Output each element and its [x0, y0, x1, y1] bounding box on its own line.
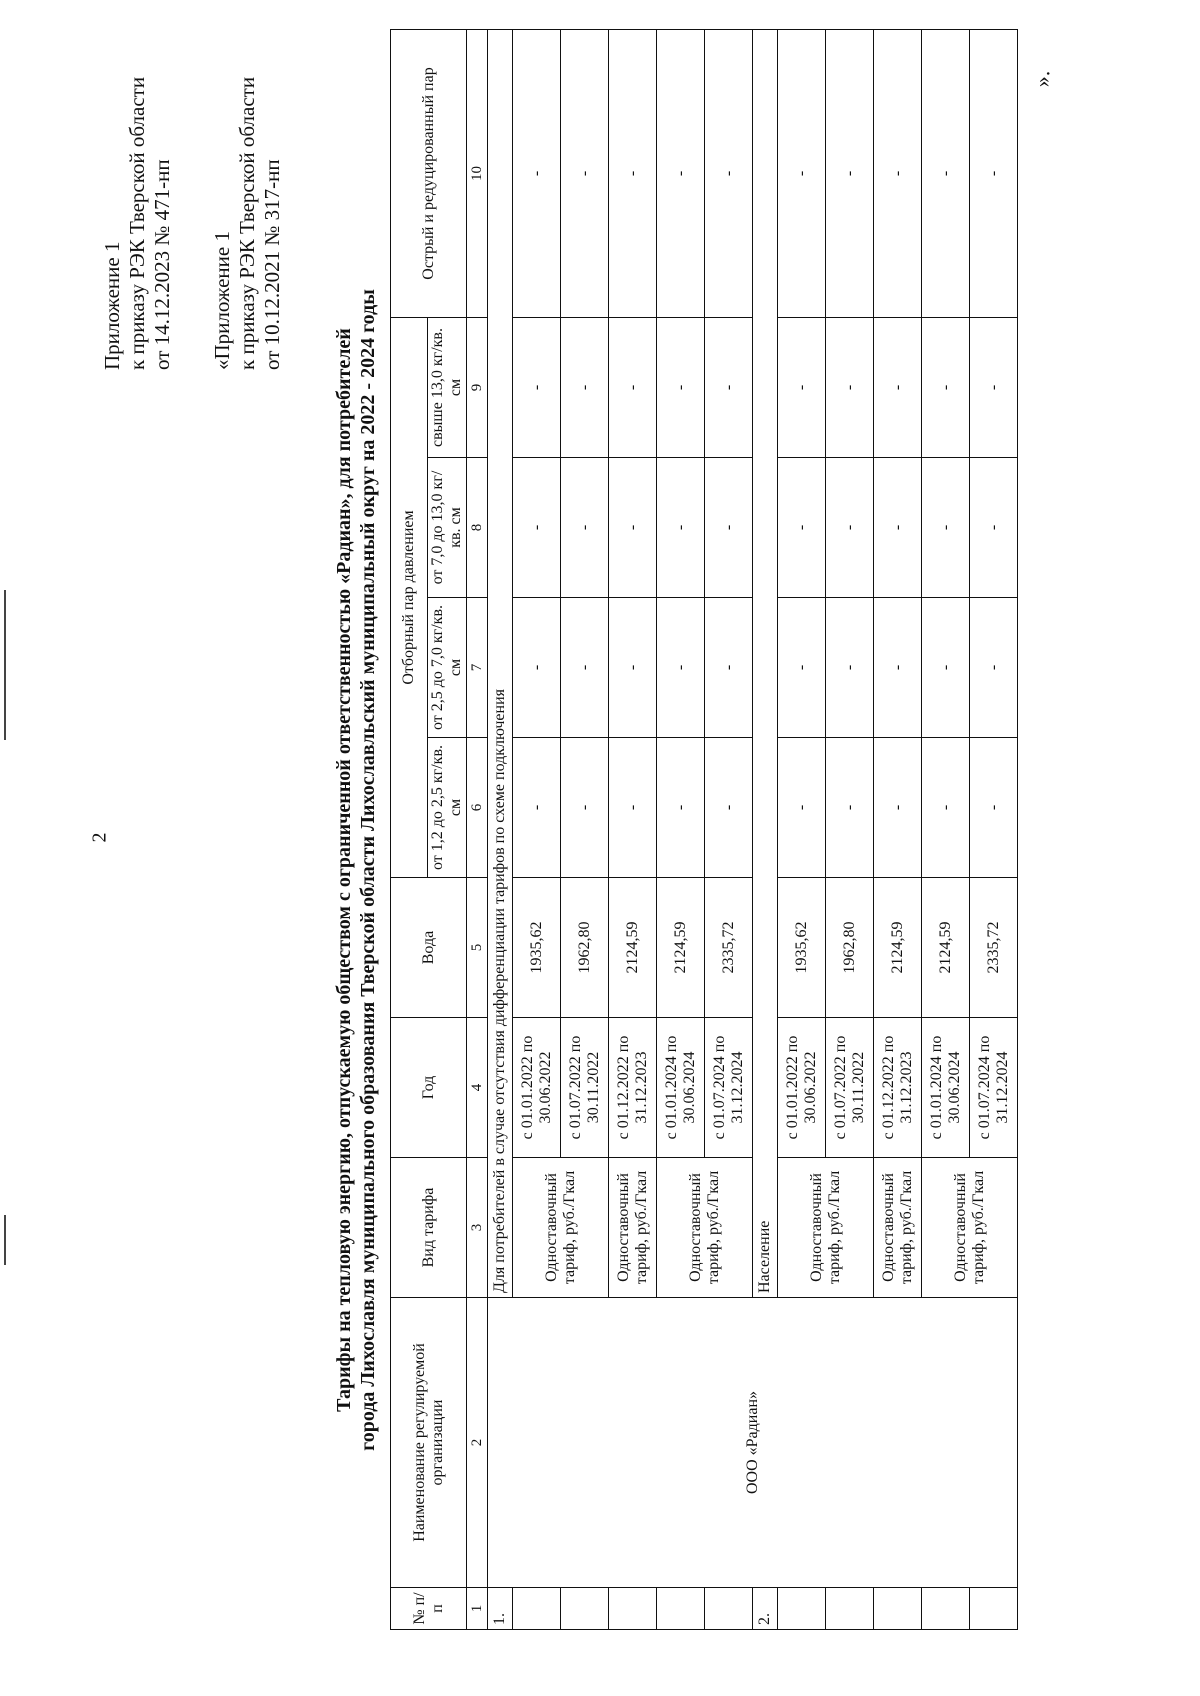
- value-cell: -: [513, 30, 561, 318]
- period-cell: с 01.01.2022 по 30.06.2022: [513, 1018, 561, 1158]
- period-cell: с 01.07.2022 по 30.11.2022: [561, 1018, 609, 1158]
- column-number: 5: [467, 878, 488, 1018]
- section-2-number: 2.: [753, 1588, 778, 1630]
- appendix-line: от 10.12.2021 № 317-нп: [260, 159, 284, 370]
- tariff-type-cell: Одноставочный тариф, руб./Гкал: [874, 1158, 922, 1298]
- value-cell: -: [705, 458, 753, 598]
- value-cell: -: [826, 30, 874, 318]
- header-num: № п/п: [391, 1588, 467, 1630]
- value-cell: -: [561, 598, 609, 738]
- period-cell: с 01.07.2024 по 31.12.2024: [970, 1018, 1018, 1158]
- value-cell: -: [874, 598, 922, 738]
- value-cell: -: [874, 738, 922, 878]
- water-cell: 1935,62: [778, 878, 826, 1018]
- tariff-type-cell: Одноставочный тариф, руб./Гкал: [922, 1158, 1018, 1298]
- value-cell: -: [609, 738, 657, 878]
- header-organization: Наименование регулируемой организации: [391, 1298, 467, 1588]
- value-cell: -: [778, 318, 826, 458]
- period-cell: с 01.01.2022 по 30.06.2022: [778, 1018, 826, 1158]
- value-cell: -: [922, 458, 970, 598]
- header-steam-3: от 7,0 до 13,0 кг/кв. см: [428, 458, 467, 598]
- value-cell: -: [513, 458, 561, 598]
- header-tariff-type: Вид тарифа: [391, 1158, 467, 1298]
- value-cell: -: [826, 318, 874, 458]
- value-cell: -: [561, 738, 609, 878]
- tariff-type-cell: Одноставочный тариф, руб./Гкал: [513, 1158, 609, 1298]
- header-steam-1: от 1,2 до 2,5 кг/кв. см: [428, 738, 467, 878]
- header-year: Год: [391, 1018, 467, 1158]
- water-cell: 2124,59: [922, 878, 970, 1018]
- value-cell: -: [826, 738, 874, 878]
- column-number: 1: [467, 1588, 488, 1630]
- value-cell: -: [513, 598, 561, 738]
- value-cell: -: [778, 458, 826, 598]
- column-number: 3: [467, 1158, 488, 1298]
- tariff-type-cell: Одноставочный тариф, руб./Гкал: [657, 1158, 753, 1298]
- scan-artifact-line: [4, 590, 6, 740]
- appendix-current: [100, 77, 175, 370]
- value-cell: -: [657, 458, 705, 598]
- value-cell: -: [874, 30, 922, 318]
- value-cell: -: [657, 30, 705, 318]
- value-cell: -: [705, 738, 753, 878]
- header-steam-2: от 2,5 до 7,0 кг/кв. см: [428, 598, 467, 738]
- water-cell: 2335,72: [705, 878, 753, 1018]
- title-line-1: Тарифы на тепловую энергию, отпускаемую обществом с ограниченной ответственностью «Радиан», для потребителей: [333, 328, 355, 1412]
- value-cell: -: [561, 30, 609, 318]
- appendix-line: к приказу РЭК Тверской области: [235, 76, 259, 370]
- water-cell: 1962,80: [826, 878, 874, 1018]
- header-steam-group: Отборный пар давлением: [391, 318, 428, 878]
- appendix-line: от 14.12.2023 № 471-нп: [150, 159, 174, 370]
- appendix-previous: [210, 77, 285, 370]
- water-cell: 2124,59: [657, 878, 705, 1018]
- period-cell: с 01.12.2022 по 31.12.2023: [609, 1018, 657, 1158]
- header-steam-4: свыше 13,0 кг/кв. см: [428, 318, 467, 458]
- column-number: 9: [467, 318, 488, 458]
- period-cell: с 01.01.2024 по 30.06.2024: [922, 1018, 970, 1158]
- column-number: 2: [467, 1298, 488, 1588]
- closing-mark: ».: [1029, 70, 1055, 88]
- value-cell: -: [874, 318, 922, 458]
- rotated-document: [60, 10, 1180, 1670]
- value-cell: -: [778, 30, 826, 318]
- value-cell: -: [970, 318, 1018, 458]
- value-cell: -: [970, 30, 1018, 318]
- value-cell: -: [561, 458, 609, 598]
- section-1-number: 1.: [488, 1588, 513, 1630]
- title-line-2: города Лихославля муниципального образования Тверской области Лихославльский муниципальный округ на 2022 - 2024 годы: [357, 289, 379, 1451]
- period-cell: с 01.07.2024 по 31.12.2024: [705, 1018, 753, 1158]
- column-number: 7: [467, 598, 488, 738]
- page-number: 2: [88, 832, 111, 843]
- period-cell: с 01.12.2022 по 31.12.2023: [874, 1018, 922, 1158]
- tariff-type-cell: Одноставочный тариф, руб./Гкал: [778, 1158, 874, 1298]
- value-cell: -: [561, 318, 609, 458]
- value-cell: -: [705, 30, 753, 318]
- column-number: 4: [467, 1018, 488, 1158]
- appendix-line: к приказу РЭК Тверской области: [125, 76, 149, 370]
- header-water: Вода: [391, 878, 467, 1018]
- value-cell: -: [970, 598, 1018, 738]
- value-cell: -: [778, 738, 826, 878]
- value-cell: -: [705, 598, 753, 738]
- value-cell: -: [609, 30, 657, 318]
- value-cell: -: [874, 458, 922, 598]
- document-title: [332, 220, 380, 1520]
- value-cell: -: [826, 458, 874, 598]
- value-cell: -: [922, 318, 970, 458]
- appendix-line: «Приложение 1: [210, 231, 234, 370]
- value-cell: -: [922, 30, 970, 318]
- value-cell: -: [922, 598, 970, 738]
- organization-name: ООО «Радиан»: [488, 1298, 1018, 1588]
- column-number: 8: [467, 458, 488, 598]
- water-cell: 1935,62: [513, 878, 561, 1018]
- tariff-type-cell: Одноставочный тариф, руб./Гкал: [609, 1158, 657, 1298]
- appendix-line: Приложение 1: [100, 241, 124, 370]
- value-cell: -: [657, 738, 705, 878]
- value-cell: -: [778, 598, 826, 738]
- value-cell: -: [609, 458, 657, 598]
- water-cell: 2124,59: [874, 878, 922, 1018]
- value-cell: -: [826, 598, 874, 738]
- header-sharp-steam: Острый и редуцированный пар: [391, 30, 467, 318]
- water-cell: 2335,72: [970, 878, 1018, 1018]
- water-cell: 2124,59: [609, 878, 657, 1018]
- section-1-label: Для потребителей в случае отсутствия дифференциации тарифов по схеме подключения: [488, 30, 513, 1298]
- water-cell: 1962,80: [561, 878, 609, 1018]
- value-cell: -: [609, 598, 657, 738]
- section-2-label: Население: [753, 30, 778, 1298]
- value-cell: -: [970, 738, 1018, 878]
- column-number: 6: [467, 738, 488, 878]
- column-number: 10: [467, 30, 488, 318]
- value-cell: -: [513, 318, 561, 458]
- period-cell: с 01.07.2022 по 30.11.2022: [826, 1018, 874, 1158]
- value-cell: -: [705, 318, 753, 458]
- period-cell: с 01.01.2024 по 30.06.2024: [657, 1018, 705, 1158]
- value-cell: -: [657, 598, 705, 738]
- value-cell: -: [970, 458, 1018, 598]
- value-cell: -: [513, 738, 561, 878]
- value-cell: -: [657, 318, 705, 458]
- tariff-table: [390, 29, 1018, 1630]
- scan-artifact-line: [4, 1215, 6, 1265]
- value-cell: -: [922, 738, 970, 878]
- value-cell: -: [609, 318, 657, 458]
